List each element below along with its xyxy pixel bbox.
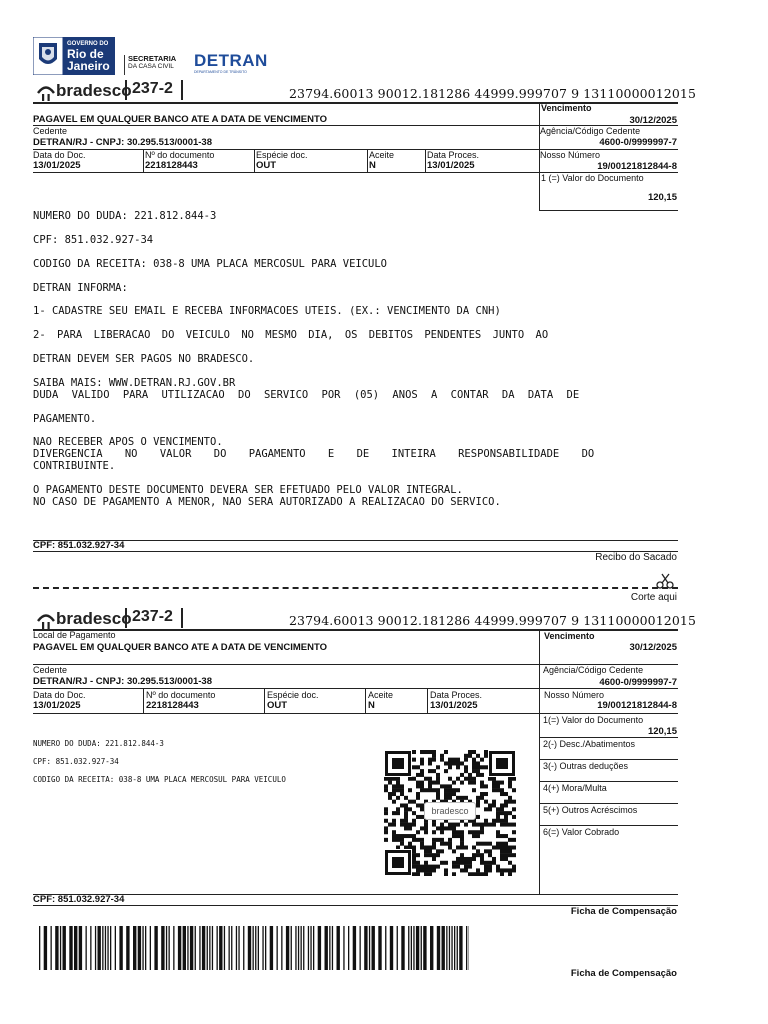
desc-abatimentos-label: 2(-) Desc./Abatimentos xyxy=(543,739,636,749)
top-payment-place: PAGAVEL EM QUALQUER BANCO ATE A DATA DE VENCIMENTO xyxy=(33,114,327,125)
bottom-num-doc-label: Nº do documento xyxy=(146,690,216,700)
top-nosso-numero-label: Nosso Número xyxy=(540,150,601,160)
top-cedente-label: Cedente xyxy=(33,126,68,136)
top-aceite-label: Aceite xyxy=(369,150,395,160)
bottom-data-doc-value: 13/01/2025 xyxy=(33,700,81,711)
pix-qr-code xyxy=(384,750,516,876)
top-aceite-value: N xyxy=(369,160,376,171)
top-nosso-numero-value: 19/00121812844-8 xyxy=(597,161,677,172)
instruction-line: 1- CADASTRE SEU EMAIL E RECEBA INFORMACOES UTEIS. (EX.: VENCIMENTO DA CNH) xyxy=(33,305,501,317)
secretaria-logo xyxy=(124,55,186,75)
bottom-local-label: Local de Pagamento xyxy=(33,630,116,640)
secretaria-line1: SECRETARIA xyxy=(128,54,177,63)
instruction-line: 2- PARA LIBERACAO DO VEICULO NO MESMO DIA, OS DEBITOS PENDENTES JUNTO AO xyxy=(33,329,549,341)
instruction-line: CONTRIBUINTE. xyxy=(33,460,116,472)
barcode xyxy=(39,926,469,970)
top-vencimento-value: 30/12/2025 xyxy=(629,115,677,126)
detran-logo xyxy=(194,52,268,74)
top-num-doc-label: Nº do documento xyxy=(145,150,215,160)
instruction-line: DETRAN INFORMA: xyxy=(33,282,128,294)
top-digitable-line: 23794.60013 90012.181286 44999.999707 9 13110000012015 xyxy=(289,86,696,101)
top-cpf-footer: CPF: 851.032.927-34 xyxy=(33,540,125,551)
instruction-line: NO CASO DE PAGAMENTO A MENOR, NAO SERA AUTORIZADO A REALIZACAO DO SERVICO. xyxy=(33,496,501,508)
instruction-line: DETRAN DEVEM SER PAGOS NO BRADESCO. xyxy=(33,353,255,365)
scissors-icon xyxy=(656,573,676,589)
top-bank-name: bradesco xyxy=(56,81,132,100)
bottom-instruction-line: CODIGO DA RECEITA: 038-8 UMA PLACA MERCOSUL PARA VEICULO xyxy=(33,775,286,784)
bottom-especie-value: OUT xyxy=(267,700,288,711)
bottom-especie-label: Espécie doc. xyxy=(267,690,319,700)
bottom-bank-name: bradesco xyxy=(56,609,132,628)
bottom-payment-place: PAGAVEL EM QUALQUER BANCO ATE A DATA DE VENCIMENTO xyxy=(33,642,327,653)
ficha-compensacao-top: Ficha de Compensação xyxy=(570,906,677,917)
instruction-line: SAIBA MAIS: WWW.DETRAN.RJ.GOV.BR xyxy=(33,377,236,389)
top-valor-value: 120,15 xyxy=(647,192,677,203)
instruction-line: PAGAMENTO. xyxy=(33,413,97,425)
bottom-nosso-numero-value: 19/00121812844-8 xyxy=(597,700,677,711)
bottom-bradesco-logo xyxy=(36,608,132,630)
bottom-agencia-label: Agência/Código Cedente xyxy=(543,665,644,675)
valor-cobrado-label: 6(=) Valor Cobrado xyxy=(543,827,620,837)
top-vencimento-label: Vencimento xyxy=(541,103,592,113)
instruction-line: CPF: 851.032.927-34 xyxy=(33,234,154,246)
bottom-cedente-value: DETRAN/RJ - CNPJ: 30.295.513/0001-38 xyxy=(33,676,213,687)
bottom-agencia-value: 4600-0/9999997-7 xyxy=(599,677,677,688)
rj-government-logo xyxy=(33,37,115,75)
bottom-bank-code: 237-2 xyxy=(132,608,173,625)
instruction-line: DIVERGENCIA NO VALOR DO PAGAMENTO E DE INTEIRA RESPONSABILIDADE DO xyxy=(33,448,595,460)
top-valor-label: 1 (=) Valor do Documento xyxy=(541,173,644,183)
bottom-digitable-line: 23794.60013 90012.181286 44999.999707 9 13110000012015 xyxy=(289,613,696,628)
top-bank-code: 237-2 xyxy=(132,80,173,97)
instruction-line: CODIGO DA RECEITA: 038-8 UMA PLACA MERCOSUL PARA VEICULO xyxy=(33,258,388,270)
bottom-cpf-footer: CPF: 851.032.927-34 xyxy=(33,894,125,905)
top-data-doc-label: Data do Doc. xyxy=(33,150,86,160)
gov-line1: GOVERNO DO xyxy=(67,41,109,47)
top-especie-value: OUT xyxy=(256,160,277,171)
recibo-sacado: Recibo do Sacado xyxy=(595,552,677,563)
gov-line2: Rio de xyxy=(67,47,104,61)
cut-line xyxy=(33,587,678,589)
top-cedente-value: DETRAN/RJ - CNPJ: 30.295.513/0001-38 xyxy=(33,137,213,148)
corte-aqui: Corte aqui xyxy=(630,592,677,603)
bottom-valor-value: 120,15 xyxy=(647,726,677,737)
top-agencia-label: Agência/Código Cedente xyxy=(540,126,641,136)
bottom-aceite-label: Aceite xyxy=(368,690,394,700)
bottom-data-proces-value: 13/01/2025 xyxy=(430,700,478,711)
instruction-line: O PAGAMENTO DESTE DOCUMENTO DEVERA SER EFETUADO PELO VALOR INTEGRAL. xyxy=(33,484,463,496)
instruction-line: DUDA VALIDO PARA UTILIZACAO DO SERVICO POR (05) ANOS A CONTAR DA DATA DE xyxy=(33,389,580,401)
bottom-aceite-value: N xyxy=(368,700,375,711)
bottom-vencimento-value: 30/12/2025 xyxy=(629,642,677,653)
detran-logo-sub: DEPARTAMENTO DE TRÂNSITO xyxy=(194,70,247,74)
qr-brand-label: bradesco xyxy=(424,802,476,820)
gov-line3: Janeiro xyxy=(67,59,110,73)
top-data-proces-value: 13/01/2025 xyxy=(427,160,475,171)
instruction-line: NUMERO DO DUDA: 221.812.844-3 xyxy=(33,210,217,222)
bottom-data-doc-label: Data do Doc. xyxy=(33,690,86,700)
bottom-vencimento-label: Vencimento xyxy=(544,631,595,641)
ficha-compensacao-bottom: Ficha de Compensação xyxy=(570,968,677,979)
top-data-proces-label: Data Proces. xyxy=(427,150,480,160)
bottom-nosso-numero-label: Nosso Número xyxy=(544,690,605,700)
top-bradesco-logo xyxy=(36,80,132,102)
bottom-data-proces-label: Data Proces. xyxy=(430,690,483,700)
top-num-doc-value: 2218128443 xyxy=(145,160,198,171)
bottom-cedente-label: Cedente xyxy=(33,665,68,675)
top-data-doc-value: 13/01/2025 xyxy=(33,160,81,171)
secretaria-line2: DA CASA CIVIL xyxy=(128,63,174,70)
top-agencia-value: 4600-0/9999997-7 xyxy=(599,137,677,148)
mora-multa-label: 4(+) Mora/Multa xyxy=(543,783,607,793)
top-especie-label: Espécie doc. xyxy=(256,150,308,160)
outras-deducoes-label: 3(-) Outras deduções xyxy=(543,761,629,771)
bottom-instruction-line: NUMERO DO DUDA: 221.812.844-3 xyxy=(33,739,164,748)
bottom-num-doc-value: 2218128443 xyxy=(146,700,199,711)
bottom-instruction-line: CPF: 851.032.927-34 xyxy=(33,757,119,766)
bottom-valor-label: 1(=) Valor do Documento xyxy=(543,715,644,725)
bradesco-tree-icon xyxy=(36,82,56,102)
instruction-line: NAO RECEBER APOS O VENCIMENTO. xyxy=(33,436,223,448)
outros-acrescimos-label: 5(+) Outros Acréscimos xyxy=(543,805,638,815)
bradesco-tree-icon xyxy=(36,610,56,630)
detran-logo-text: DETRAN xyxy=(194,51,268,70)
